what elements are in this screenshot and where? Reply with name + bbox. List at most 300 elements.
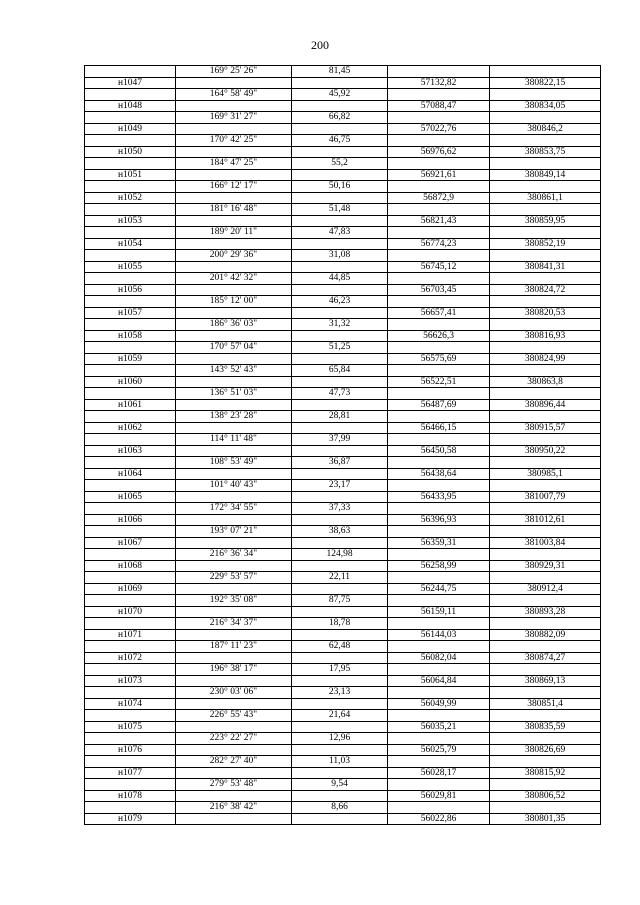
point-cell [85,687,176,699]
angle-cell: 114° 11' 48" [176,434,292,446]
table-row [85,181,601,193]
y-coordinate-cell [490,710,601,722]
length-cell: 81,45 [292,66,388,78]
angle-cell [176,422,292,434]
length-cell [292,468,388,480]
table-row [85,319,601,331]
y-coordinate-cell [490,779,601,791]
y-coordinate-cell: 380824,72 [490,284,601,296]
x-coordinate-cell [388,273,490,285]
length-cell [292,261,388,273]
y-coordinate-cell: 380912,4 [490,583,601,595]
y-coordinate-cell [490,733,601,745]
angle-cell: 143° 52' 43" [176,365,292,377]
table-row [85,89,601,101]
point-cell [85,480,176,492]
table-row [85,365,601,377]
length-cell [292,698,388,710]
length-cell: 11,03 [292,756,388,768]
angle-cell [176,537,292,549]
table-row [85,641,601,653]
angle-cell [176,169,292,181]
x-coordinate-cell: 56082,04 [388,652,490,664]
table-row [85,215,601,227]
length-cell [292,169,388,181]
angle-cell: 189° 20' 11" [176,227,292,239]
point-cell [85,411,176,423]
length-cell: 17,95 [292,664,388,676]
point-cell: н1056 [85,284,176,296]
point-cell: н1049 [85,123,176,135]
length-cell: 36,87 [292,457,388,469]
angle-cell: 170° 42' 25" [176,135,292,147]
x-coordinate-cell: 56433,95 [388,491,490,503]
point-cell [85,572,176,584]
x-coordinate-cell: 56159,11 [388,606,490,618]
y-coordinate-cell: 380882,09 [490,629,601,641]
length-cell [292,238,388,250]
table-row [85,273,601,285]
table-row [85,514,601,526]
point-cell [85,664,176,676]
x-coordinate-cell [388,595,490,607]
angle-cell: 193° 07' 21" [176,526,292,538]
point-cell: н1067 [85,537,176,549]
length-cell [292,721,388,733]
point-cell: н1075 [85,721,176,733]
angle-cell: 201° 42' 32" [176,273,292,285]
point-cell [85,388,176,400]
length-cell [292,560,388,572]
x-coordinate-cell: 56657,41 [388,307,490,319]
table-row [85,790,601,802]
y-coordinate-cell: 380853,75 [490,146,601,158]
angle-cell: 136° 51' 03" [176,388,292,400]
coordinates-table-body [85,66,601,825]
y-coordinate-cell: 381007,79 [490,491,601,503]
angle-cell: 216° 36' 34" [176,549,292,561]
point-cell [85,204,176,216]
x-coordinate-cell [388,733,490,745]
table-row [85,250,601,262]
table-row [85,687,601,699]
table-row [85,491,601,503]
length-cell: 46,23 [292,296,388,308]
y-coordinate-cell: 380851,4 [490,698,601,710]
y-coordinate-cell: 380852,19 [490,238,601,250]
table-row [85,618,601,630]
point-cell [85,641,176,653]
y-coordinate-cell: 380806,52 [490,790,601,802]
angle-cell [176,123,292,135]
point-cell [85,526,176,538]
y-coordinate-cell: 380893,28 [490,606,601,618]
point-cell [85,549,176,561]
length-cell: 31,08 [292,250,388,262]
angle-cell [176,767,292,779]
point-cell: н1060 [85,376,176,388]
length-cell: 46,75 [292,135,388,147]
x-coordinate-cell: 56064,84 [388,675,490,687]
x-coordinate-cell: 56466,15 [388,422,490,434]
point-cell: н1054 [85,238,176,250]
x-coordinate-cell: 56626,3 [388,330,490,342]
point-cell: н1066 [85,514,176,526]
x-coordinate-cell [388,388,490,400]
table-row [85,399,601,411]
x-coordinate-cell [388,457,490,469]
table-row [85,342,601,354]
y-coordinate-cell: 380841,31 [490,261,601,273]
point-cell: н1078 [85,790,176,802]
point-cell [85,503,176,515]
length-cell: 45,92 [292,89,388,101]
x-coordinate-cell: 57132,82 [388,77,490,89]
angle-cell [176,652,292,664]
angle-cell [176,813,292,825]
y-coordinate-cell: 380861,1 [490,192,601,204]
x-coordinate-cell [388,618,490,630]
angle-cell: 196° 38' 17" [176,664,292,676]
x-coordinate-cell [388,411,490,423]
point-cell [85,250,176,262]
point-cell: н1065 [85,491,176,503]
angle-cell: 138° 23' 28" [176,411,292,423]
table-row [85,560,601,572]
table-row [85,583,601,595]
y-coordinate-cell [490,434,601,446]
x-coordinate-cell [388,112,490,124]
point-cell: н1079 [85,813,176,825]
y-coordinate-cell: 380929,31 [490,560,601,572]
length-cell: 50,16 [292,181,388,193]
table-row [85,192,601,204]
angle-cell [176,721,292,733]
angle-cell [176,675,292,687]
y-coordinate-cell: 380859,95 [490,215,601,227]
length-cell: 23,13 [292,687,388,699]
x-coordinate-cell [388,227,490,239]
angle-cell: 230° 03' 06" [176,687,292,699]
table-row [85,779,601,791]
y-coordinate-cell [490,158,601,170]
point-cell: н1058 [85,330,176,342]
x-coordinate-cell [388,779,490,791]
length-cell [292,583,388,595]
point-cell: н1077 [85,767,176,779]
x-coordinate-cell [388,572,490,584]
table-row [85,422,601,434]
x-coordinate-cell: 56258,99 [388,560,490,572]
table-row [85,445,601,457]
length-cell [292,353,388,365]
table-row [85,353,601,365]
x-coordinate-cell: 56144,03 [388,629,490,641]
x-coordinate-cell: 56745,12 [388,261,490,273]
coordinates-table [84,65,601,825]
length-cell [292,123,388,135]
x-coordinate-cell [388,503,490,515]
point-cell: н1071 [85,629,176,641]
table-row [85,698,601,710]
y-coordinate-cell [490,342,601,354]
angle-cell: 279° 53' 48" [176,779,292,791]
angle-cell [176,445,292,457]
table-row [85,376,601,388]
angle-cell: 229° 53' 57" [176,572,292,584]
x-coordinate-cell: 56244,75 [388,583,490,595]
length-cell: 22,11 [292,572,388,584]
angle-cell [176,698,292,710]
y-coordinate-cell [490,388,601,400]
table-row [85,158,601,170]
point-cell [85,89,176,101]
table-row [85,261,601,273]
point-cell [85,710,176,722]
y-coordinate-cell: 380815,92 [490,767,601,779]
table-row [85,572,601,584]
point-cell [85,618,176,630]
table-row [85,468,601,480]
angle-cell [176,606,292,618]
y-coordinate-cell: 380849,14 [490,169,601,181]
table-row [85,123,601,135]
table-row [85,802,601,814]
x-coordinate-cell: 56522,51 [388,376,490,388]
point-cell [85,273,176,285]
point-cell [85,158,176,170]
y-coordinate-cell [490,181,601,193]
point-cell [85,457,176,469]
x-coordinate-cell [388,158,490,170]
table-row [85,813,601,825]
table-row [85,721,601,733]
angle-cell: 200° 29' 36" [176,250,292,262]
angle-cell: 164° 58' 49" [176,89,292,101]
length-cell [292,307,388,319]
x-coordinate-cell: 56049,99 [388,698,490,710]
point-cell [85,595,176,607]
length-cell [292,399,388,411]
table-row [85,526,601,538]
length-cell [292,422,388,434]
point-cell: н1061 [85,399,176,411]
angle-cell [176,284,292,296]
y-coordinate-cell [490,204,601,216]
y-coordinate-cell [490,411,601,423]
y-coordinate-cell [490,135,601,147]
y-coordinate-cell [490,618,601,630]
angle-cell: 192° 35' 08" [176,595,292,607]
length-cell: 65,84 [292,365,388,377]
point-cell [85,112,176,124]
angle-cell [176,261,292,273]
y-coordinate-cell: 380824,99 [490,353,601,365]
y-coordinate-cell [490,595,601,607]
x-coordinate-cell [388,89,490,101]
point-cell [85,733,176,745]
point-cell: н1048 [85,100,176,112]
angle-cell [176,77,292,89]
length-cell [292,445,388,457]
x-coordinate-cell [388,365,490,377]
length-cell [292,813,388,825]
table-row [85,388,601,400]
table-row [85,77,601,89]
x-coordinate-cell [388,687,490,699]
point-cell: н1055 [85,261,176,273]
table-row [85,549,601,561]
point-cell: н1059 [85,353,176,365]
point-cell: н1076 [85,744,176,756]
angle-cell [176,192,292,204]
angle-cell [176,238,292,250]
point-cell [85,434,176,446]
point-cell: н1053 [85,215,176,227]
length-cell: 21,64 [292,710,388,722]
table-row [85,307,601,319]
length-cell [292,790,388,802]
angle-cell [176,215,292,227]
x-coordinate-cell [388,756,490,768]
y-coordinate-cell: 380801,35 [490,813,601,825]
y-coordinate-cell: 380874,27 [490,652,601,664]
table-row [85,744,601,756]
length-cell [292,192,388,204]
table-row [85,204,601,216]
angle-cell [176,744,292,756]
length-cell [292,330,388,342]
page-number: 200 [311,38,329,52]
table-row [85,100,601,112]
x-coordinate-cell [388,250,490,262]
length-cell [292,744,388,756]
y-coordinate-cell: 380816,93 [490,330,601,342]
point-cell: н1073 [85,675,176,687]
length-cell: 51,48 [292,204,388,216]
length-cell [292,537,388,549]
length-cell: 9,54 [292,779,388,791]
table-row [85,284,601,296]
y-coordinate-cell [490,66,601,78]
point-cell [85,802,176,814]
x-coordinate-cell: 56450,58 [388,445,490,457]
table-row [85,710,601,722]
angle-cell [176,399,292,411]
point-cell [85,296,176,308]
angle-cell: 226° 55' 43" [176,710,292,722]
x-coordinate-cell: 56025,79 [388,744,490,756]
angle-cell: 187° 11' 23" [176,641,292,653]
angle-cell: 101° 40' 43" [176,480,292,492]
x-coordinate-cell [388,135,490,147]
angle-cell: 108° 53' 49" [176,457,292,469]
length-cell [292,100,388,112]
length-cell: 37,99 [292,434,388,446]
point-cell: н1072 [85,652,176,664]
table-row [85,169,601,181]
length-cell: 28,81 [292,411,388,423]
point-cell: н1070 [85,606,176,618]
y-coordinate-cell [490,227,601,239]
y-coordinate-cell [490,572,601,584]
table-row [85,503,601,515]
y-coordinate-cell: 380846,2 [490,123,601,135]
x-coordinate-cell: 56022,86 [388,813,490,825]
point-cell [85,135,176,147]
table-row [85,537,601,549]
length-cell [292,767,388,779]
x-coordinate-cell: 56774,23 [388,238,490,250]
length-cell: 47,83 [292,227,388,239]
x-coordinate-cell: 56487,69 [388,399,490,411]
point-cell: н1068 [85,560,176,572]
length-cell: 37,33 [292,503,388,515]
x-coordinate-cell [388,802,490,814]
x-coordinate-cell [388,296,490,308]
x-coordinate-cell: 56872,9 [388,192,490,204]
y-coordinate-cell: 380835,59 [490,721,601,733]
angle-cell [176,353,292,365]
x-coordinate-cell [388,319,490,331]
point-cell: н1057 [85,307,176,319]
table-row [85,767,601,779]
y-coordinate-cell [490,664,601,676]
y-coordinate-cell: 380834,05 [490,100,601,112]
angle-cell: 216° 38' 42" [176,802,292,814]
length-cell [292,675,388,687]
table-row [85,457,601,469]
angle-cell [176,790,292,802]
x-coordinate-cell [388,204,490,216]
length-cell [292,146,388,158]
length-cell: 31,32 [292,319,388,331]
table-row [85,227,601,239]
point-cell [85,365,176,377]
point-cell [85,342,176,354]
angle-cell [176,583,292,595]
table-row [85,606,601,618]
length-cell: 44,85 [292,273,388,285]
y-coordinate-cell [490,112,601,124]
angle-cell [176,560,292,572]
x-coordinate-cell: 56703,45 [388,284,490,296]
y-coordinate-cell: 380915,57 [490,422,601,434]
length-cell: 38,63 [292,526,388,538]
table-row [85,675,601,687]
angle-cell [176,330,292,342]
angle-cell [176,376,292,388]
x-coordinate-cell [388,549,490,561]
x-coordinate-cell [388,526,490,538]
angle-cell [176,491,292,503]
length-cell: 62,48 [292,641,388,653]
x-coordinate-cell: 56575,69 [388,353,490,365]
x-coordinate-cell: 56396,93 [388,514,490,526]
x-coordinate-cell: 57088,47 [388,100,490,112]
point-cell: н1050 [85,146,176,158]
x-coordinate-cell [388,664,490,676]
length-cell [292,491,388,503]
x-coordinate-cell: 56029,81 [388,790,490,802]
length-cell: 23,17 [292,480,388,492]
length-cell [292,376,388,388]
length-cell [292,629,388,641]
table-row [85,135,601,147]
x-coordinate-cell: 56821,43 [388,215,490,227]
y-coordinate-cell [490,457,601,469]
y-coordinate-cell [490,503,601,515]
